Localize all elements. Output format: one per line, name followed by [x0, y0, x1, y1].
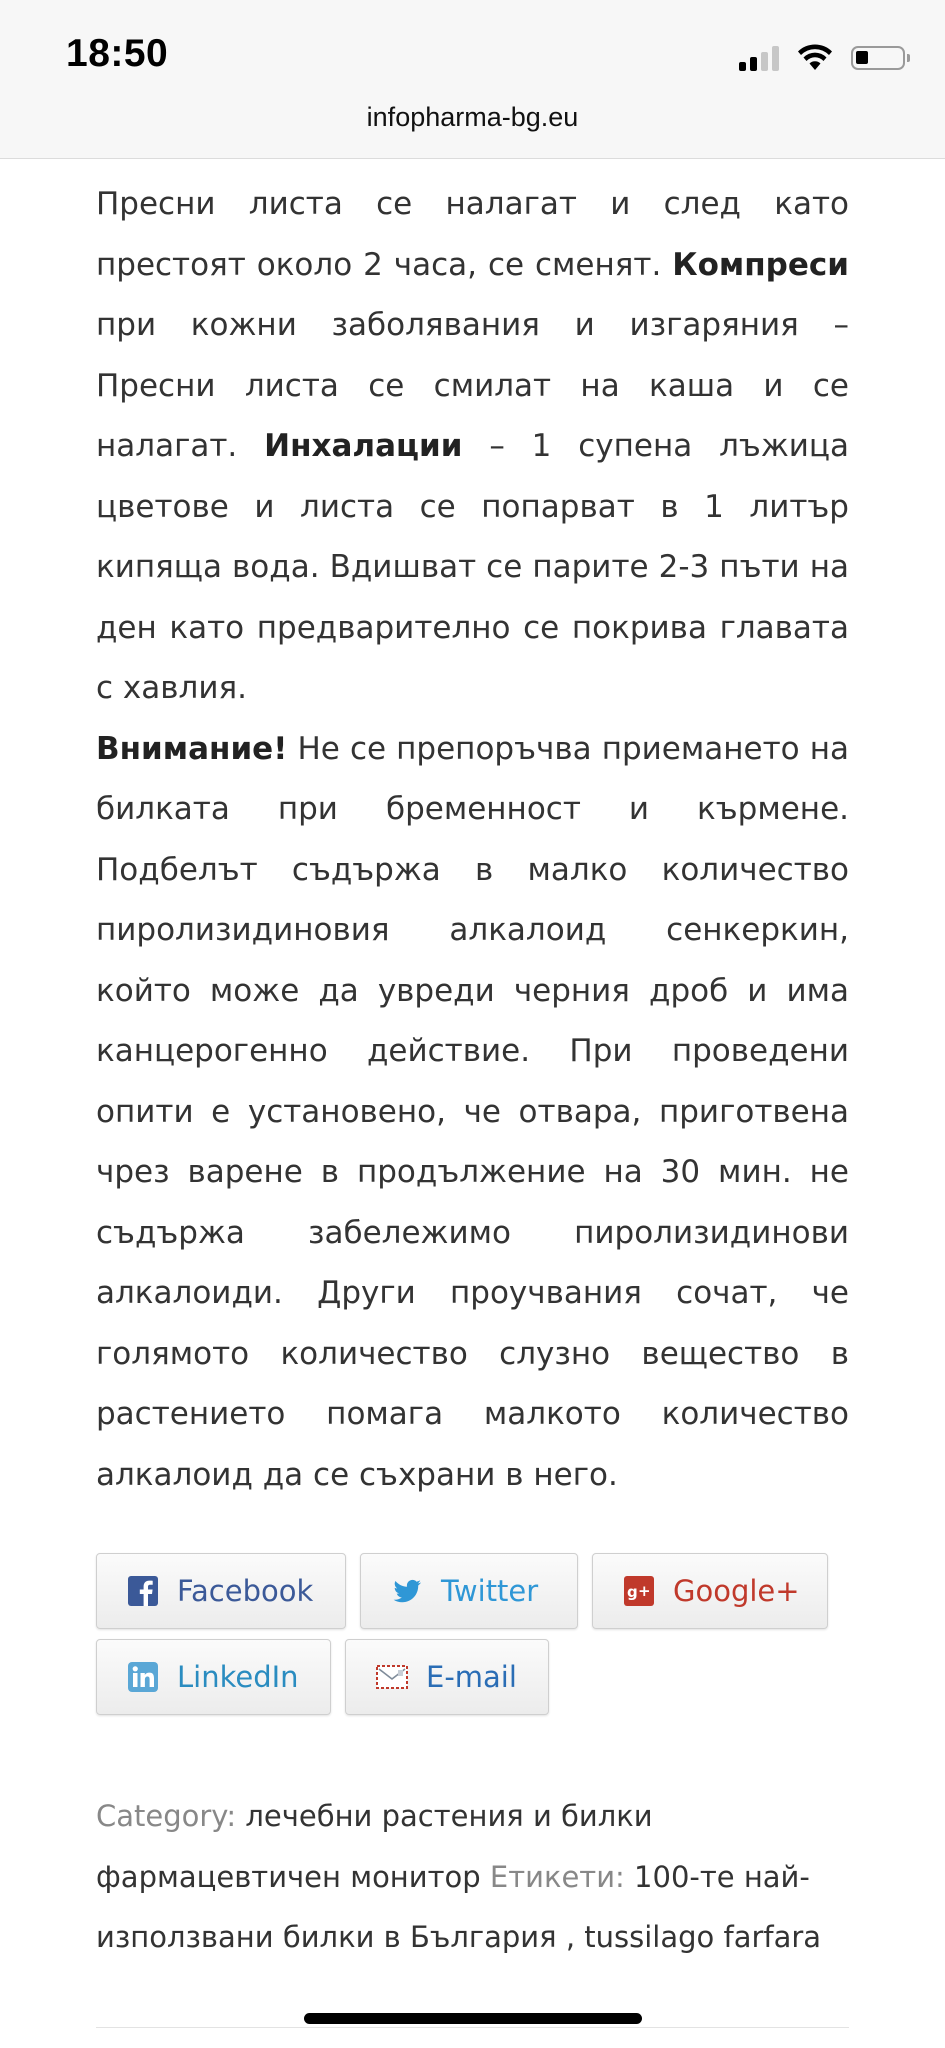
warning-label: Внимание! [96, 730, 288, 767]
twitter-bird-icon [391, 1575, 423, 1607]
home-indicator[interactable] [304, 2013, 642, 2024]
share-googleplus-button[interactable] [592, 1553, 828, 1629]
article-body [96, 174, 849, 1505]
share-email-button[interactable] [345, 1639, 549, 1715]
svg-text:g: g [627, 1583, 638, 1601]
category-link[interactable]: лечебни растения и билки [245, 1799, 653, 1833]
share-linkedin-button[interactable] [96, 1639, 331, 1715]
paragraph-text: Пресни листа се налагат и след като престоят около 2 часа, се сменят. [96, 186, 849, 283]
googleplus-icon [623, 1575, 655, 1607]
linkedin-icon [127, 1661, 159, 1693]
browser-top-bar [0, 0, 945, 159]
post-meta: Category: лечебни растения и билки фармацевтичен монитор Етикети: 100-те най-използвани билки в България , tussilago farfara [96, 1799, 822, 1954]
share-facebook-button[interactable] [96, 1553, 346, 1629]
share-facebook-label: Facebook [177, 1574, 314, 1608]
share-twitter-button[interactable] [360, 1553, 578, 1629]
share-twitter-label: Twitter [441, 1574, 539, 1608]
category-link[interactable]: фармацевтичен монитор [96, 1859, 481, 1894]
email-envelope-icon [376, 1661, 408, 1693]
term-compresses: Компреси [672, 246, 849, 283]
svg-text:+: + [638, 1582, 651, 1600]
category-label: Category: [96, 1799, 237, 1833]
tags-label: Етикети: [489, 1859, 625, 1894]
battery-icon [851, 46, 905, 70]
address-bar-url[interactable]: infopharma-bg.eu [366, 102, 579, 132]
wifi-icon [797, 44, 833, 72]
share-linkedin-label: LinkedIn [177, 1660, 299, 1694]
share-googleplus-label: Google+ [673, 1574, 800, 1608]
paragraph-usage [96, 174, 849, 719]
tag-link[interactable]: 100-те най-използвани билки в България [96, 1859, 810, 1954]
paragraph-text: – 1 супена лъжица цветове и листа се попарват в 1 литър кипяща вода. Вдишват се парите 2-3 пъти на ден като предварително се покрива главата с хавлия. [96, 428, 850, 706]
share-email-label: E-mail [426, 1660, 517, 1694]
cellular-signal-icon [739, 45, 779, 71]
facebook-icon [127, 1575, 159, 1607]
divider [96, 2027, 849, 2028]
paragraph-warning [96, 719, 849, 1506]
paragraph-text: при кожни заболявания и изгаряния – Пресни листа се смилат на каша и се налагат. [96, 307, 849, 464]
status-icons [739, 42, 905, 74]
paragraph-text: Не се препоръчва приемането на билката при бременност и кърмене. Подбелът съдържа в малко количество пиролизидиновия алкалоид сенкеркин, който може да увреди черния дроб и има канцерогенно действие. При проведени опити е установено, че отвара, приготвена чрез варене в продължение на 30 мин. не съдържа забележимо пиролизидинови алкалоиди. Други проучвания сочат, че голямото количество слузно вещество в растението помага малкото количество алкалоид да се съхрани в него. [96, 730, 849, 1493]
share-buttons [96, 1553, 849, 1725]
status-time: 18:50 [66, 32, 169, 75]
term-inhalations: Инхалации [264, 428, 463, 464]
tag-link[interactable]: tussilago farfara [584, 1920, 822, 1954]
